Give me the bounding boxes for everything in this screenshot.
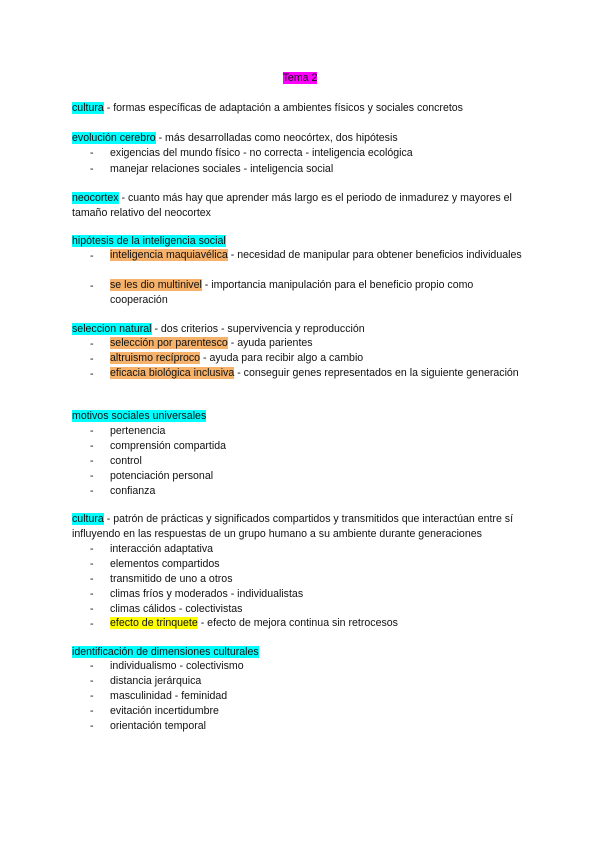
bullet-dash: - [90,440,94,452]
term-cultura: cultura [72,513,104,525]
bullet-dash: - [90,368,94,380]
bullet-dash: - [90,280,94,292]
definition-cultura-2 [72,512,532,542]
bullet-dash: - [90,558,94,570]
list-item: potenciación personal [110,470,214,482]
list-item: comprensión compartida [110,440,226,452]
bullet-dash: - [90,163,94,175]
item-text: - importancia manipulación para el beneficio propio como cooperación [110,279,474,306]
list-item: climas cálidos - colectivistas [110,603,243,615]
term-motivos: motivos sociales universales [72,410,207,422]
heading-dimensiones [72,645,532,659]
bullet-dash: - [90,425,94,437]
bullet-dash: - [90,250,94,262]
term-maquiavelica: inteligencia maquiavélica [110,249,228,261]
item-text: - necesidad de manipular para obtener beneficios individuales [227,249,522,261]
bullet-dash: - [90,675,94,687]
title-text: Tema 2 [282,72,318,84]
definition-seleccion-natural [72,322,532,336]
bullet-dash: - [90,543,94,555]
bullet-dash: - [90,470,94,482]
list-item: control [110,455,142,467]
definition-text: - más desarrolladas como neocórtex, dos hipótesis [155,132,398,144]
bullet-dash: - [90,353,94,365]
list-item: elementos compartidos [110,558,220,570]
term-eficacia: eficacia biológica inclusiva [110,367,235,379]
bullet-dash: - [90,618,94,630]
term-cultura: cultura [72,102,104,114]
definition-text: - cuanto más hay que aprender más largo es el periodo de inmadurez y mayores el tamaño relativo del neocortex [72,192,512,219]
list-item: individualismo - colectivismo [110,660,244,672]
list-item [110,248,530,263]
list-item: evitación incertidumbre [110,705,219,717]
list-item: climas fríos y moderados - individualistas [110,588,304,600]
term-evolucion-cerebro: evolución cerebro [72,132,156,144]
bullet-dash: - [90,720,94,732]
item-text: - conseguir genes representados en la siguiente generación [234,367,519,379]
definition-neocortex [72,191,532,221]
item-text: - ayuda para recibir algo a cambio [200,352,364,364]
list-item [110,278,530,308]
bullet-dash: - [90,603,94,615]
list-item [110,366,530,381]
list-item: interacción adaptativa [110,543,214,555]
item-text: - ayuda parientes [227,337,313,349]
bullet-dash: - [90,588,94,600]
bullet-dash: - [90,660,94,672]
page-title [0,72,600,84]
list-item: pertenencia [110,425,166,437]
bullet-dash: - [90,690,94,702]
heading-hipotesis [72,234,532,248]
list-item: confianza [110,485,156,497]
bullet-dash: - [90,338,94,350]
bullet-dash: - [90,485,94,497]
term-multinivel: se les dio multinivel [110,279,202,291]
heading-motivos [72,409,532,423]
term-seleccion-natural: seleccion natural [72,323,152,335]
term-trinquete: efecto de trinquete [110,617,198,629]
list-item [110,351,530,366]
item-text: - efecto de mejora continua sin retrocesos [197,617,398,629]
bullet-dash: - [90,147,94,159]
definition-cultura [72,101,532,115]
term-neocortex: neocortex [72,192,119,204]
list-item: exigencias del mundo físico - no correcta - inteligencia ecológica [110,147,413,159]
list-item: orientación temporal [110,720,206,732]
term-parentesco: selección por parentesco [110,337,228,349]
definition-text: - formas específicas de adaptación a ambientes físicos y sociales concretos [103,102,463,114]
definition-text: - patrón de prácticas y significados compartidos y transmitidos que interactúan entre sí influyendo en las respuestas de un grupo humano a su ambiente durante generaciones [72,513,514,540]
term-hipotesis: hipótesis de la inteligencia social [72,235,226,247]
bullet-dash: - [90,455,94,467]
term-dimensiones: identificación de dimensiones culturales [72,646,259,658]
list-item: manejar relaciones sociales - inteligencia social [110,163,334,175]
term-altruismo: altruismo recíproco [110,352,201,364]
definition-evolucion-cerebro [72,131,532,145]
list-item: transmitido de uno a otros [110,573,233,585]
list-item [110,616,530,631]
definition-text: - dos criterios - supervivencia y reproducción [151,323,365,335]
bullet-dash: - [90,573,94,585]
list-item [110,336,530,351]
list-item: distancia jerárquica [110,675,202,687]
list-item: masculinidad - feminidad [110,690,228,702]
bullet-dash: - [90,705,94,717]
